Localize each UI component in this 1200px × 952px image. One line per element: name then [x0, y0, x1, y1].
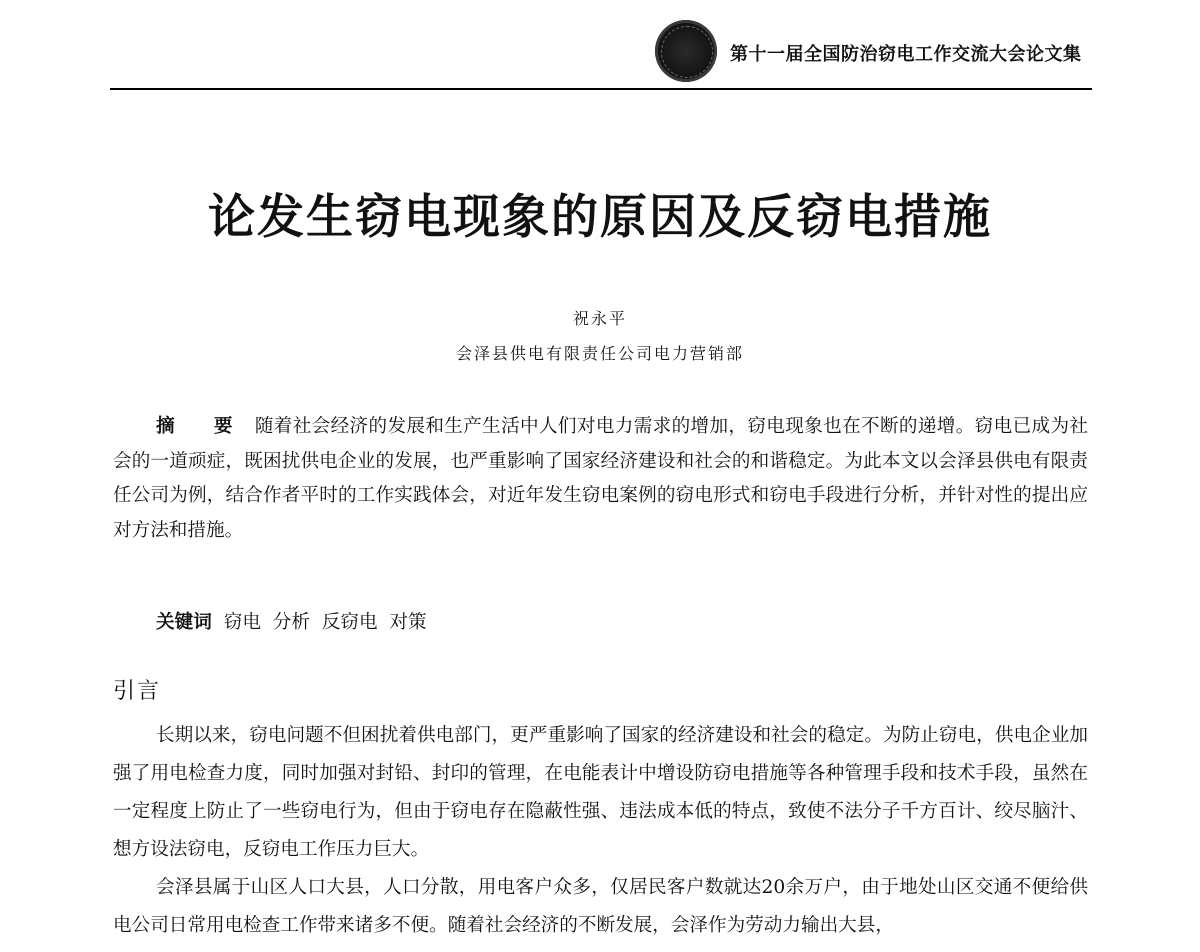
header-divider: [110, 88, 1092, 90]
introduction-body: [113, 717, 1088, 945]
author-name: 祝永平: [572, 309, 627, 328]
proceedings-title: 第十一届全国防治窃电工作交流大会论文集: [730, 44, 1082, 65]
conference-logo-icon: [655, 20, 717, 82]
body-paragraph: 会泽县属于山区人口大县，人口分散，用电客户众多，仅居民客户数就达20余万户，由于地处山区交通不便给供电公司日常用电检查工作带来诸多不便。随着社会经济的不断发展，会泽作为劳动力输出大县，: [113, 877, 1088, 936]
abstract: [113, 410, 1088, 548]
paper-title: 论发生窃电现象的原因及反窃电措施: [208, 190, 992, 245]
author-affiliation: 会泽县供电有限责任公司电力营销部: [455, 344, 744, 363]
keywords: [156, 608, 427, 634]
section-heading-introduction: 引言: [113, 679, 162, 704]
body-paragraph: 长期以来，窃电问题不但困扰着供电部门，更严重影响了国家的经济建设和社会的稳定。为防止窃电，供电企业加强了用电检查力度，同时加强对封铅、封印的管理，在电能表计中增设防窃电措施等各种管理手段和技术手段，虽然在一定程度上防止了一些窃电行为，但由于窃电存在隐蔽性强、违法成本低的特点，致使不法分子千方百计、绞尽脑汁、想方设法窃电，反窃电工作压力巨大。: [113, 725, 1088, 860]
keywords-text: 窃电 分析 反窃电 对策: [223, 612, 427, 633]
abstract-text: 随着社会经济的发展和生产生活中人们对电力需求的增加，窃电现象也在不断的递增。窃电已成为社会的一道顽症，既困扰供电企业的发展，也严重影响了国家经济建设和社会的和谐稳定。为此本文以会泽县供电有限责任公司为例，结合作者平时的工作实践体会，对近年发生窃电案例的窃电形式和窃电手段进行分析，并针对性的提出应对方法和措施。: [113, 416, 1088, 541]
abstract-label: 摘 要: [156, 416, 243, 437]
keywords-label: 关键词: [156, 612, 212, 633]
